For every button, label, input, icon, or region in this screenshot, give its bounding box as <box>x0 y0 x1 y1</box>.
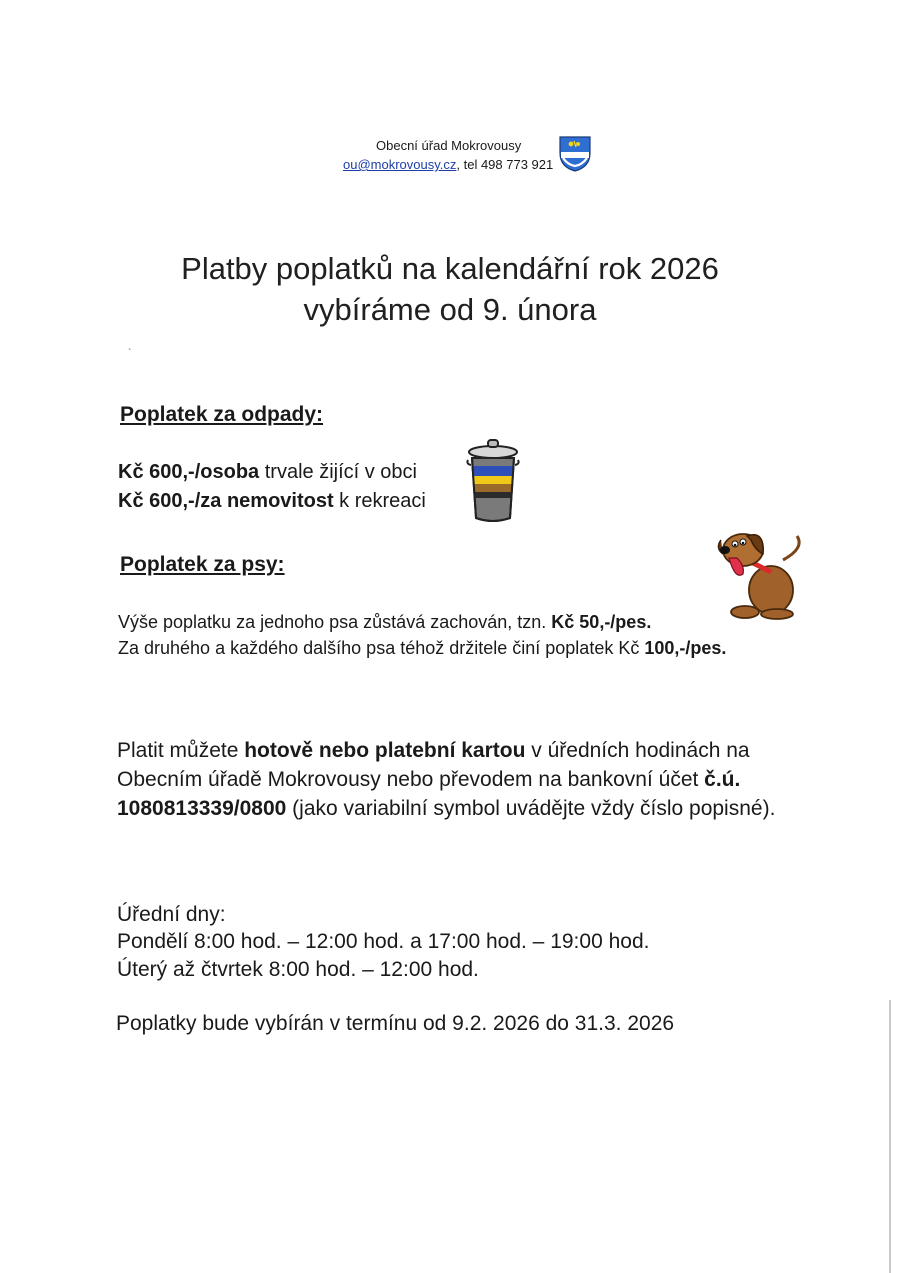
dog-fee-heading: Poplatek za psy: <box>120 553 285 576</box>
title-line-1: Platby poplatků na kalendářní rok 2026 <box>181 251 719 286</box>
dog-fee-additional: Za druhého a každého dalšího psa téhož držitele činí poplatek Kč 100,-/pes. <box>118 638 727 658</box>
dog-icon <box>713 530 809 620</box>
scan-edge-line <box>889 1000 891 1273</box>
contact-line <box>343 157 553 172</box>
office-name: Obecní úřad Mokrovousy <box>376 138 522 153</box>
collection-period: Poplatky bude vybírán v termínu od 9.2. 2026 do 31.3. 2026 <box>116 1012 675 1035</box>
email-link[interactable]: ou@mokrovousy.cz <box>343 157 457 172</box>
phone-text: , tel 498 773 921 <box>456 157 554 172</box>
payment-info: Platit můžete hotově nebo platební kartou v úředních hodinách na Obecním úřadě Mokrovousy nebo převodem na bankovní účet č.ú. 1080813339/0800 (jako variabilní symbol uvádějte vždy číslo popisné). <box>117 739 776 820</box>
waste-fee-resident: Kč 600,-/osoba trvale žijící v obci <box>118 461 417 483</box>
office-hours-heading: Úřední dny: <box>117 903 226 926</box>
title-line-2: vybíráme od 9. února <box>303 292 597 327</box>
page-title <box>0 248 900 330</box>
waste-fee-resident-amount: Kč 600,-/osoba <box>118 461 260 483</box>
waste-fee-heading: Poplatek za odpady: <box>120 403 324 426</box>
dog-fee-first: Výše poplatku za jednoho psa zůstává zachován, tzn. Kč 50,-/pes. <box>118 612 652 632</box>
office-hours-tue-thu: Úterý až čtvrtek 8:00 hod. – 12:00 hod. <box>117 958 479 981</box>
waste-fee-recreation-amount: Kč 600,-/za nemovitost <box>118 490 334 512</box>
office-hours-monday: Pondělí 8:00 hod. – 12:00 hod. a 17:00 hod. – 19:00 hod. <box>117 930 650 953</box>
trash-bin-icon <box>466 438 520 524</box>
dog-fee-first-amount: Kč 50,-/pes. <box>551 612 652 632</box>
dog-fee-additional-amount: 100,-/pes. <box>644 638 727 658</box>
bank-account: č.ú. 1080813339/0800 <box>117 768 741 820</box>
stray-mark: ` <box>128 348 132 359</box>
municipal-crest-icon <box>558 135 592 173</box>
waste-fee-recreation: Kč 600,-/za nemovitost k rekreaci <box>118 490 426 512</box>
